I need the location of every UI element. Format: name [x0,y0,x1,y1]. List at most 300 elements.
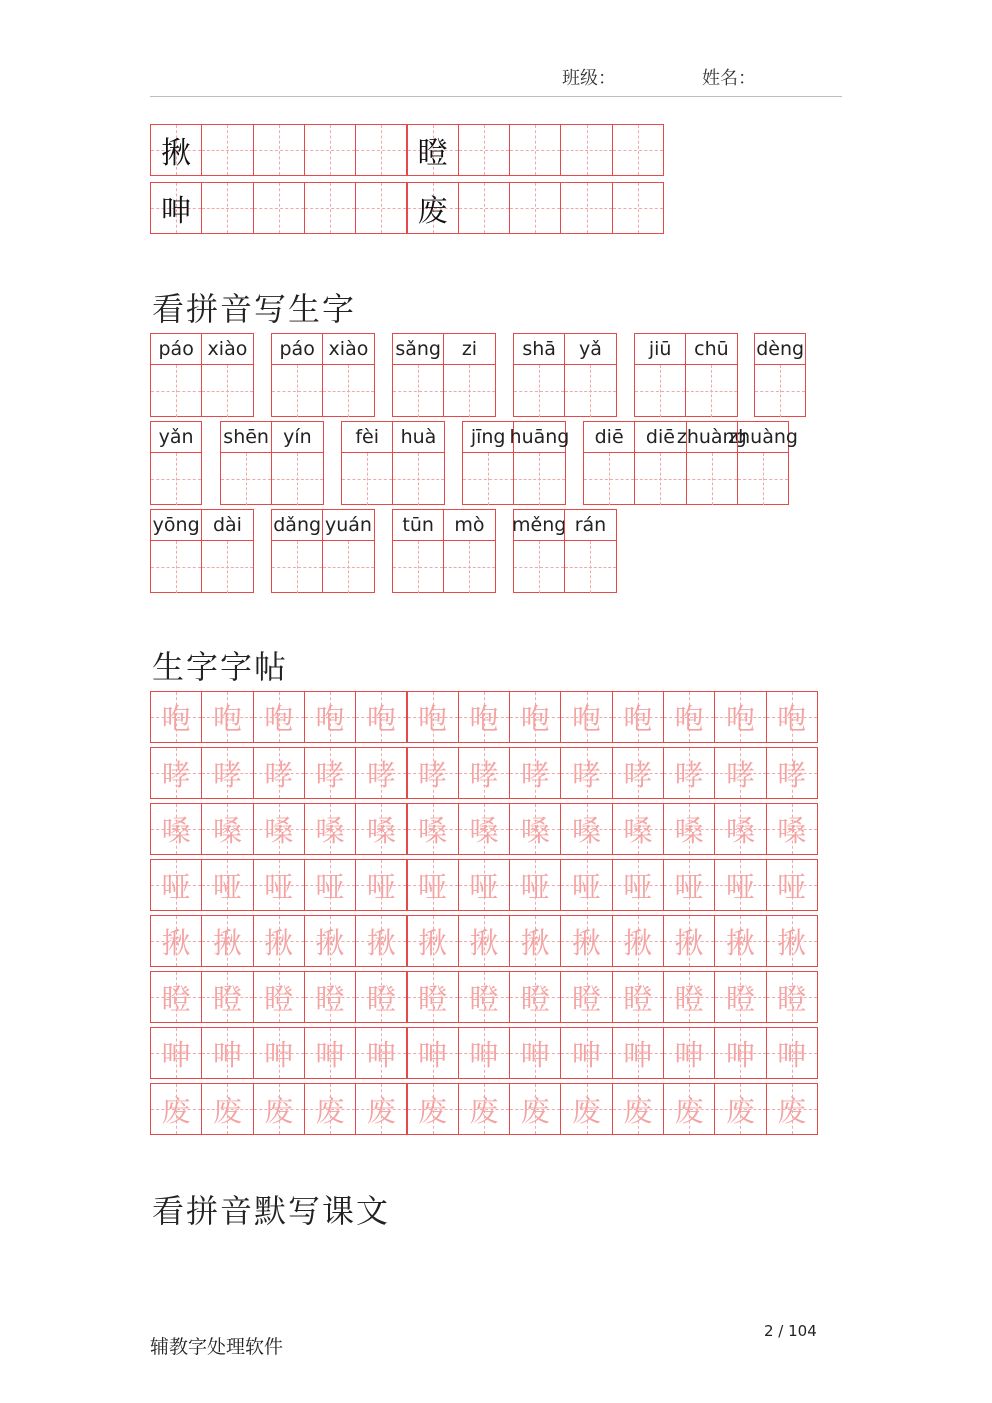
copybook-cell[interactable] [355,1027,407,1079]
practice-cell[interactable] [560,124,612,176]
copybook-cell[interactable] [458,1083,510,1135]
cell-character: 嗓 [366,813,396,848]
cell-character: 揪 [469,925,499,960]
copybook-cell[interactable] [714,1083,766,1135]
writing-area[interactable] [393,453,443,505]
pinyin-box[interactable] [564,333,616,417]
copybook-cell[interactable] [407,1027,459,1079]
writing-area[interactable] [514,365,564,417]
writing-area[interactable] [151,365,201,417]
pinyin-box[interactable] [201,509,253,593]
pinyin-box[interactable] [728,421,798,505]
copybook-cell[interactable] [355,859,407,911]
grid-guide-v [348,541,349,593]
grid-guide-v [381,183,382,233]
cell-character: 嗓 [469,813,499,848]
cell-character: 揪 [161,925,191,960]
cell-character: 瞪 [417,136,448,171]
pinyin-label: yōng [151,510,201,541]
cell-character: 咆 [777,701,807,736]
pinyin-box[interactable] [443,333,495,417]
copybook-cell[interactable] [304,1027,356,1079]
practice-cell[interactable] [150,124,202,176]
cell-character: 哑 [725,869,755,904]
copybook-cell[interactable] [766,971,818,1023]
copybook-cell[interactable] [714,971,766,1023]
pinyin-label: tūn [393,510,443,541]
practice-cell[interactable] [509,182,561,234]
pinyin-box[interactable] [392,509,444,593]
writing-area[interactable] [221,453,271,505]
copybook-cell[interactable] [304,859,356,911]
writing-area[interactable] [738,453,788,505]
pinyin-box[interactable] [392,421,444,505]
cell-character: 嗓 [264,813,294,848]
writing-area[interactable] [463,453,513,505]
cell-character: 呻 [469,1037,499,1072]
cell-character: 呻 [674,1037,704,1072]
practice-cell[interactable] [612,124,664,176]
cell-character: 哑 [212,869,242,904]
pinyin-box[interactable] [583,421,635,505]
copybook-cell[interactable] [150,1027,202,1079]
copybook-cell[interactable] [766,747,818,799]
cell-character: 瞪 [212,981,242,1016]
section-title-pinyin: 看拼音写生字 [152,290,357,328]
practice-cell[interactable] [407,124,459,176]
cell-character: 揪 [212,925,242,960]
copybook-cell[interactable] [253,747,305,799]
copybook-cell[interactable] [612,803,664,855]
pinyin-box[interactable] [322,509,374,593]
cell-character: 哮 [264,757,294,792]
copybook-cell[interactable] [407,971,459,1023]
copybook-cell[interactable] [766,1083,818,1135]
copybook-cell[interactable] [458,803,510,855]
cell-character: 揪 [520,925,550,960]
writing-area[interactable] [393,541,443,593]
copybook-cell[interactable] [612,1027,664,1079]
copybook-cell[interactable] [663,859,715,911]
copybook-cell[interactable] [458,691,510,743]
practice-cell[interactable] [407,182,459,234]
copybook-cell[interactable] [509,691,561,743]
copybook-cell[interactable] [201,859,253,911]
copybook-cell[interactable] [201,1027,253,1079]
copybook-cell[interactable] [201,691,253,743]
copybook-cell[interactable] [458,1027,510,1079]
copybook-cell[interactable] [714,803,766,855]
pinyin-label: yǎ [565,334,615,365]
copybook-cell[interactable] [355,803,407,855]
practice-cell[interactable] [150,182,202,234]
pinyin-box[interactable] [462,421,514,505]
cell-character: 揪 [264,925,294,960]
writing-area[interactable] [584,453,634,505]
copybook-cell[interactable] [407,1083,459,1135]
copybook-cell[interactable] [304,971,356,1023]
practice-cell[interactable] [304,124,356,176]
copybook-cell[interactable] [766,1027,818,1079]
copybook-cell[interactable] [714,747,766,799]
copybook-cell[interactable] [509,915,561,967]
copybook-cell[interactable] [201,915,253,967]
copybook-cell[interactable] [407,803,459,855]
writing-area[interactable] [272,453,322,505]
grid-guide-v [535,125,536,175]
copybook-cell[interactable] [714,691,766,743]
cell-character: 哮 [212,757,242,792]
header-divider [150,96,842,97]
pinyin-box[interactable] [341,421,393,505]
cell-character: 废 [315,1093,345,1128]
practice-cell[interactable] [560,182,612,234]
cell-character: 哮 [315,757,345,792]
pinyin-label: jiū [635,334,685,365]
writing-area[interactable] [635,365,685,417]
copybook-cell[interactable] [509,1027,561,1079]
grid-guide-v [609,453,610,505]
copybook-cell[interactable] [560,691,612,743]
grid-guide-v [330,183,331,233]
grid-guide-v [763,453,764,505]
writing-area[interactable] [323,365,373,417]
practice-cell[interactable] [509,124,561,176]
pinyin-label: huāng [514,422,564,453]
writing-area[interactable] [202,365,252,417]
grid-guide-v [418,541,419,593]
cell-character: 哮 [623,757,653,792]
copybook-cell[interactable] [304,915,356,967]
copybook-cell[interactable] [355,691,407,743]
class-label: 班级： [562,68,616,89]
copybook-cell[interactable] [253,915,305,967]
writing-area[interactable] [514,453,564,505]
grid-guide-v [590,541,591,593]
pinyin-box[interactable] [685,333,737,417]
copybook-cell[interactable] [560,803,612,855]
grid-guide-v [227,183,228,233]
copybook-cell[interactable] [663,1027,715,1079]
cell-character: 废 [417,194,448,229]
practice-cell[interactable] [253,182,305,234]
copybook-cell[interactable] [663,747,715,799]
copybook-cell[interactable] [766,915,818,967]
copybook-cell[interactable] [714,1027,766,1079]
grid-guide-v [176,541,177,593]
cell-character: 呻 [520,1037,550,1072]
copybook-cell[interactable] [304,1083,356,1135]
copybook-cell[interactable] [304,803,356,855]
cell-character: 咆 [366,701,396,736]
cell-character: 嗓 [725,813,755,848]
copybook-cell[interactable] [355,1083,407,1135]
page-number: 2 / 104 [764,1322,817,1340]
cell-character: 废 [572,1093,602,1128]
practice-cell[interactable] [201,182,253,234]
writing-area[interactable] [686,365,736,417]
cell-character: 揪 [366,925,396,960]
copybook-cell[interactable] [766,859,818,911]
cell-character: 呻 [572,1037,602,1072]
copybook-cell[interactable] [150,971,202,1023]
cell-character: 瞪 [264,981,294,1016]
copybook-cell[interactable] [560,915,612,967]
pinyin-box[interactable] [271,509,323,593]
grid-guide-v [712,453,713,505]
cell-character: 揪 [418,925,448,960]
copybook-cell[interactable] [150,691,202,743]
copybook-cell[interactable] [612,915,664,967]
copybook-cell[interactable] [612,1083,664,1135]
cell-character: 废 [418,1093,448,1128]
cell-character: 嗓 [572,813,602,848]
grid-guide-v [176,453,177,505]
copybook-cell[interactable] [458,915,510,967]
pinyin-label: mò [444,510,494,541]
pinyin-box[interactable] [201,333,253,417]
cell-character: 咆 [264,701,294,736]
writing-area[interactable] [393,365,443,417]
writing-area[interactable] [444,541,494,593]
grid-guide-v [488,453,489,505]
pinyin-box[interactable] [271,421,323,505]
cell-character: 哮 [572,757,602,792]
writing-area[interactable] [323,541,373,593]
copybook-cell[interactable] [509,803,561,855]
copybook-cell[interactable] [253,971,305,1023]
pinyin-label: yuán [323,510,373,541]
copybook-cell[interactable] [407,747,459,799]
cell-character: 哮 [366,757,396,792]
copybook-cell[interactable] [663,1083,715,1135]
cell-character: 呻 [623,1037,653,1072]
cell-character: 哮 [469,757,499,792]
copybook-cell[interactable] [560,1083,612,1135]
pinyin-label: páo [272,334,322,365]
pinyin-box[interactable] [220,421,272,505]
copybook-cell[interactable] [201,803,253,855]
copybook-cell[interactable] [201,971,253,1023]
pinyin-label: dài [202,510,252,541]
cell-character: 废 [725,1093,755,1128]
copybook-cell[interactable] [766,803,818,855]
copybook-cell[interactable] [612,859,664,911]
copybook-cell[interactable] [201,1083,253,1135]
copybook-cell[interactable] [150,747,202,799]
pinyin-box[interactable] [150,333,202,417]
copybook-cell[interactable] [714,915,766,967]
cell-character: 瞪 [520,981,550,1016]
pinyin-label: zhuàng [738,422,788,453]
cell-character: 咆 [725,701,755,736]
copybook-cell[interactable] [253,1027,305,1079]
writing-area[interactable] [272,365,322,417]
cell-character: 呻 [264,1037,294,1072]
copybook-cell[interactable] [150,915,202,967]
cell-character: 哮 [161,757,191,792]
grid-guide-v [279,125,280,175]
cell-character: 嗓 [418,813,448,848]
copybook-cell[interactable] [714,859,766,911]
pinyin-box[interactable] [634,333,686,417]
cell-character: 嗓 [212,813,242,848]
copybook-cell[interactable] [663,691,715,743]
copybook-cell[interactable] [663,915,715,967]
cell-character: 瞪 [777,981,807,1016]
pinyin-box[interactable] [754,333,806,417]
cell-character: 揪 [725,925,755,960]
practice-cell[interactable] [355,124,407,176]
copybook-cell[interactable] [612,747,664,799]
copybook-cell[interactable] [304,747,356,799]
copybook-cell[interactable] [458,747,510,799]
grid-guide-v [227,541,228,593]
cell-character: 哑 [674,869,704,904]
copybook-cell[interactable] [201,747,253,799]
writing-area[interactable] [565,541,615,593]
pinyin-box[interactable] [509,421,570,505]
pinyin-label: sǎng [393,334,443,365]
pinyin-label: shēn [221,422,271,453]
practice-cell[interactable] [304,182,356,234]
copybook-cell[interactable] [407,915,459,967]
writing-area[interactable] [202,541,252,593]
grid-guide-v [587,183,588,233]
cell-character: 哑 [469,869,499,904]
cell-character: 瞪 [315,981,345,1016]
pinyin-box[interactable] [513,509,565,593]
practice-cell[interactable] [253,124,305,176]
grid-guide-v [539,453,540,505]
copybook-cell[interactable] [509,859,561,911]
grid-guide-v [176,365,177,417]
pinyin-label: jīng [463,422,513,453]
copybook-cell[interactable] [407,859,459,911]
copybook-cell[interactable] [560,971,612,1023]
copybook-cell[interactable] [560,747,612,799]
writing-area[interactable] [342,453,392,505]
grid-guide-v [279,183,280,233]
copybook-cell[interactable] [612,971,664,1023]
practice-cell[interactable] [458,124,510,176]
copybook-cell[interactable] [560,1027,612,1079]
grid-guide-v [297,541,298,593]
copybook-cell[interactable] [560,859,612,911]
pinyin-label: zi [444,334,494,365]
cell-character: 哑 [520,869,550,904]
cell-character: 哑 [366,869,396,904]
grid-guide-v [418,365,419,417]
copybook-cell[interactable] [355,747,407,799]
cell-character: 咆 [469,701,499,736]
copybook-cell[interactable] [458,859,510,911]
copybook-cell[interactable] [253,1083,305,1135]
cell-character: 嗓 [315,813,345,848]
cell-character: 咆 [674,701,704,736]
writing-area[interactable] [272,541,322,593]
writing-area[interactable] [514,541,564,593]
grid-guide-v [227,125,228,175]
pinyin-box[interactable] [150,421,202,505]
pinyin-box[interactable] [322,333,374,417]
section-title-dictation: 看拼音默写课文 [152,1192,391,1230]
pinyin-label: rán [565,510,615,541]
copybook-cell[interactable] [509,1083,561,1135]
copybook-cell[interactable] [150,1083,202,1135]
grid-guide-v [227,365,228,417]
copybook-cell[interactable] [509,971,561,1023]
cell-character: 哮 [520,757,550,792]
practice-cell[interactable] [355,182,407,234]
cell-character: 揪 [623,925,653,960]
copybook-cell[interactable] [407,691,459,743]
cell-character: 呻 [418,1037,448,1072]
writing-area[interactable] [565,365,615,417]
cell-character: 嗓 [674,813,704,848]
copybook-cell[interactable] [253,691,305,743]
copybook-cell[interactable] [253,859,305,911]
cell-character: 咆 [418,701,448,736]
pinyin-box[interactable] [513,333,565,417]
pinyin-box[interactable] [564,509,616,593]
pinyin-box[interactable] [271,333,323,417]
pinyin-box[interactable] [443,509,495,593]
writing-area[interactable] [687,453,737,505]
copybook-cell[interactable] [766,691,818,743]
copybook-cell[interactable] [509,747,561,799]
cell-character: 哮 [777,757,807,792]
copybook-cell[interactable] [612,691,664,743]
pinyin-label: yín [272,422,322,453]
practice-cell[interactable] [201,124,253,176]
cell-character: 哮 [674,757,704,792]
pinyin-label: dǎng [272,510,322,541]
grid-guide-v [484,183,485,233]
grid-guide-v [780,365,781,417]
writing-area[interactable] [151,541,201,593]
writing-area[interactable] [755,365,805,417]
copybook-cell[interactable] [150,803,202,855]
practice-cell[interactable] [458,182,510,234]
cell-character: 瞪 [572,981,602,1016]
cell-character: 揪 [777,925,807,960]
cell-character: 哑 [572,869,602,904]
practice-cell[interactable] [612,182,664,234]
writing-area[interactable] [151,453,201,505]
copybook-cell[interactable] [253,803,305,855]
grid-guide-v [484,125,485,175]
copybook-cell[interactable] [458,971,510,1023]
writing-area[interactable] [444,365,494,417]
copybook-cell[interactable] [304,691,356,743]
copybook-cell[interactable] [355,915,407,967]
copybook-cell[interactable] [355,971,407,1023]
grid-guide-v [660,453,661,505]
copybook-cell[interactable] [150,859,202,911]
grid-guide-v [297,453,298,505]
copybook-cell[interactable] [663,971,715,1023]
cell-character: 咆 [315,701,345,736]
pinyin-label: zhuàng [687,422,737,453]
cell-character: 呻 [777,1037,807,1072]
pinyin-label: chū [686,334,736,365]
copybook-cell[interactable] [663,803,715,855]
writing-area[interactable] [635,453,685,505]
pinyin-box[interactable] [150,509,202,593]
pinyin-box[interactable] [392,333,444,417]
pinyin-label: diē [584,422,634,453]
